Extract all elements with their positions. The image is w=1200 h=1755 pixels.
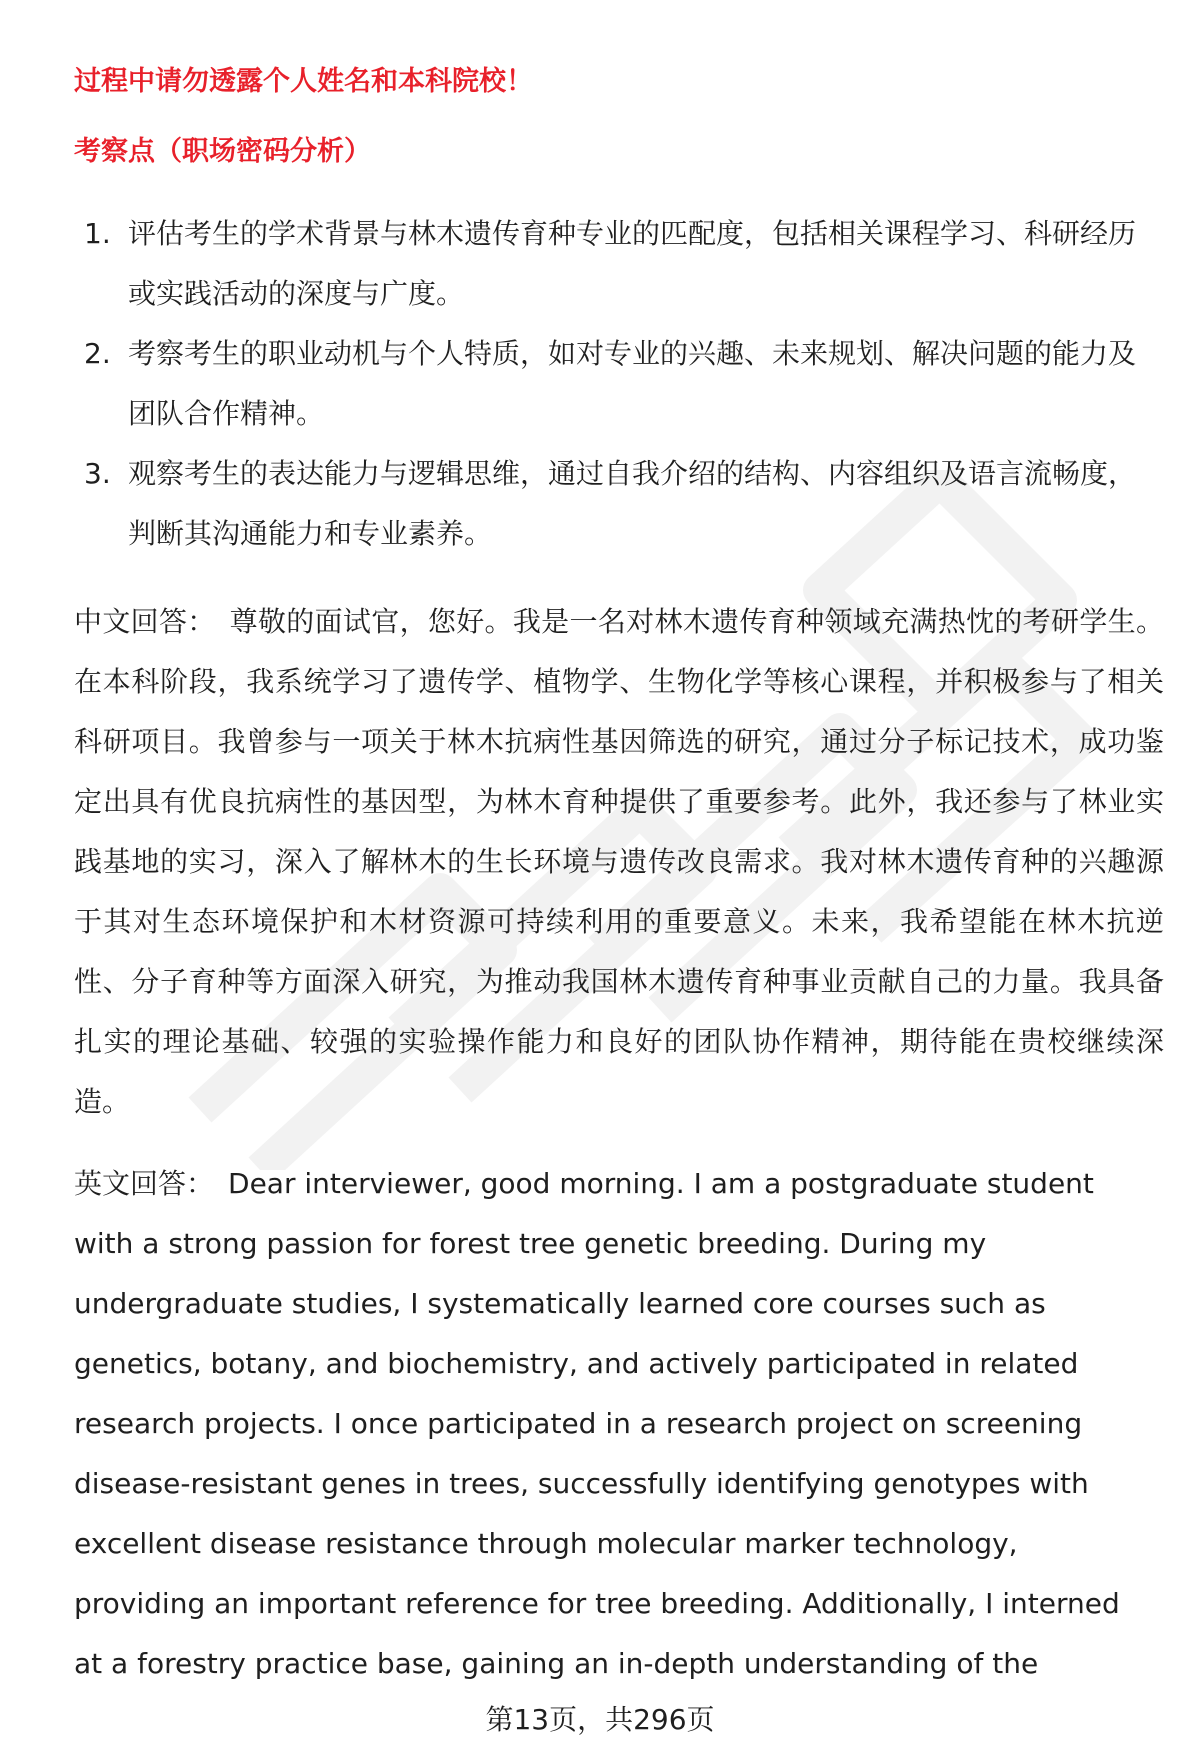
list-item [74,204,1154,324]
list-item [74,324,1154,444]
section-title: 考察点（职场密码分析） [74,136,371,167]
chinese-answer-text: 尊敬的面试官，您好。我是一名对林木遗传育种领域充满热忱的考研学生。在本科阶段，我系统学习了遗传学、植物学、生物化学等核心课程，并积极参与了相关科研项目。我曾参与一项关于林木抗病性基因筛选的研究，通过分子标记技术，成功鉴定出具有优良抗病性的基因型，为林木育种提供了重要参考。此外，我还参与了林业实践基地的实习，深入了解林木的生长环境与遗传改良需求。我对林木遗传育种的兴趣源于其对生态环境保护和木材资源可持续利用的重要意义。未来，我希望能在林木抗逆性、分子育种等方面深入研究，为推动我国林木遗传育种事业贡献自己的力量。我具备扎实的理论基础、较强的实验操作能力和良好的团队协作精神，期待能在贵校继续深造。 [74,605,1164,1118]
list-item-number: 2. [84,337,111,370]
list-item-text: 考察考生的职业动机与个人特质，如对专业的兴趣、未来规划、解决问题的能力及团队合作精神。 [128,337,1137,430]
list-item-number: 3. [84,457,111,490]
chinese-answer [74,592,1164,1132]
privacy-notice: 过程中请勿透露个人姓名和本科院校！ [74,66,533,97]
english-answer-text: Dear interviewer, good morning. I am a postgraduate student with a strong passion for forest tree genetic breeding. During my undergraduate studies, I systematically learned core courses such as genetics, botany, and biochemistry, and actively participated in related research projects. I once participated in a research project on screening disease-resistant genes in trees, successfully identifying genotypes with excellent disease resistance through molecular marker technology, providing an important reference for tree breeding. Additionally, I interned at a forestry practice base, gaining an in-depth understanding of the [74,1167,1120,1680]
english-answer [74,1154,1154,1694]
list-item-text: 评估考生的学术背景与林木遗传育种专业的匹配度，包括相关课程学习、科研经历或实践活动的深度与广度。 [128,217,1137,310]
page-number: 第13页，共296页 [485,1703,715,1736]
list-item-text: 观察考生的表达能力与逻辑思维，通过自我介绍的结构、内容组织及语言流畅度，判断其沟通能力和专业素养。 [128,457,1137,550]
chinese-answer-label: 中文回答： [74,605,216,638]
evaluation-points-list [74,204,1154,564]
english-answer-label: 英文回答： [74,1167,215,1200]
list-item-number: 1. [84,217,111,250]
list-item [74,444,1154,564]
